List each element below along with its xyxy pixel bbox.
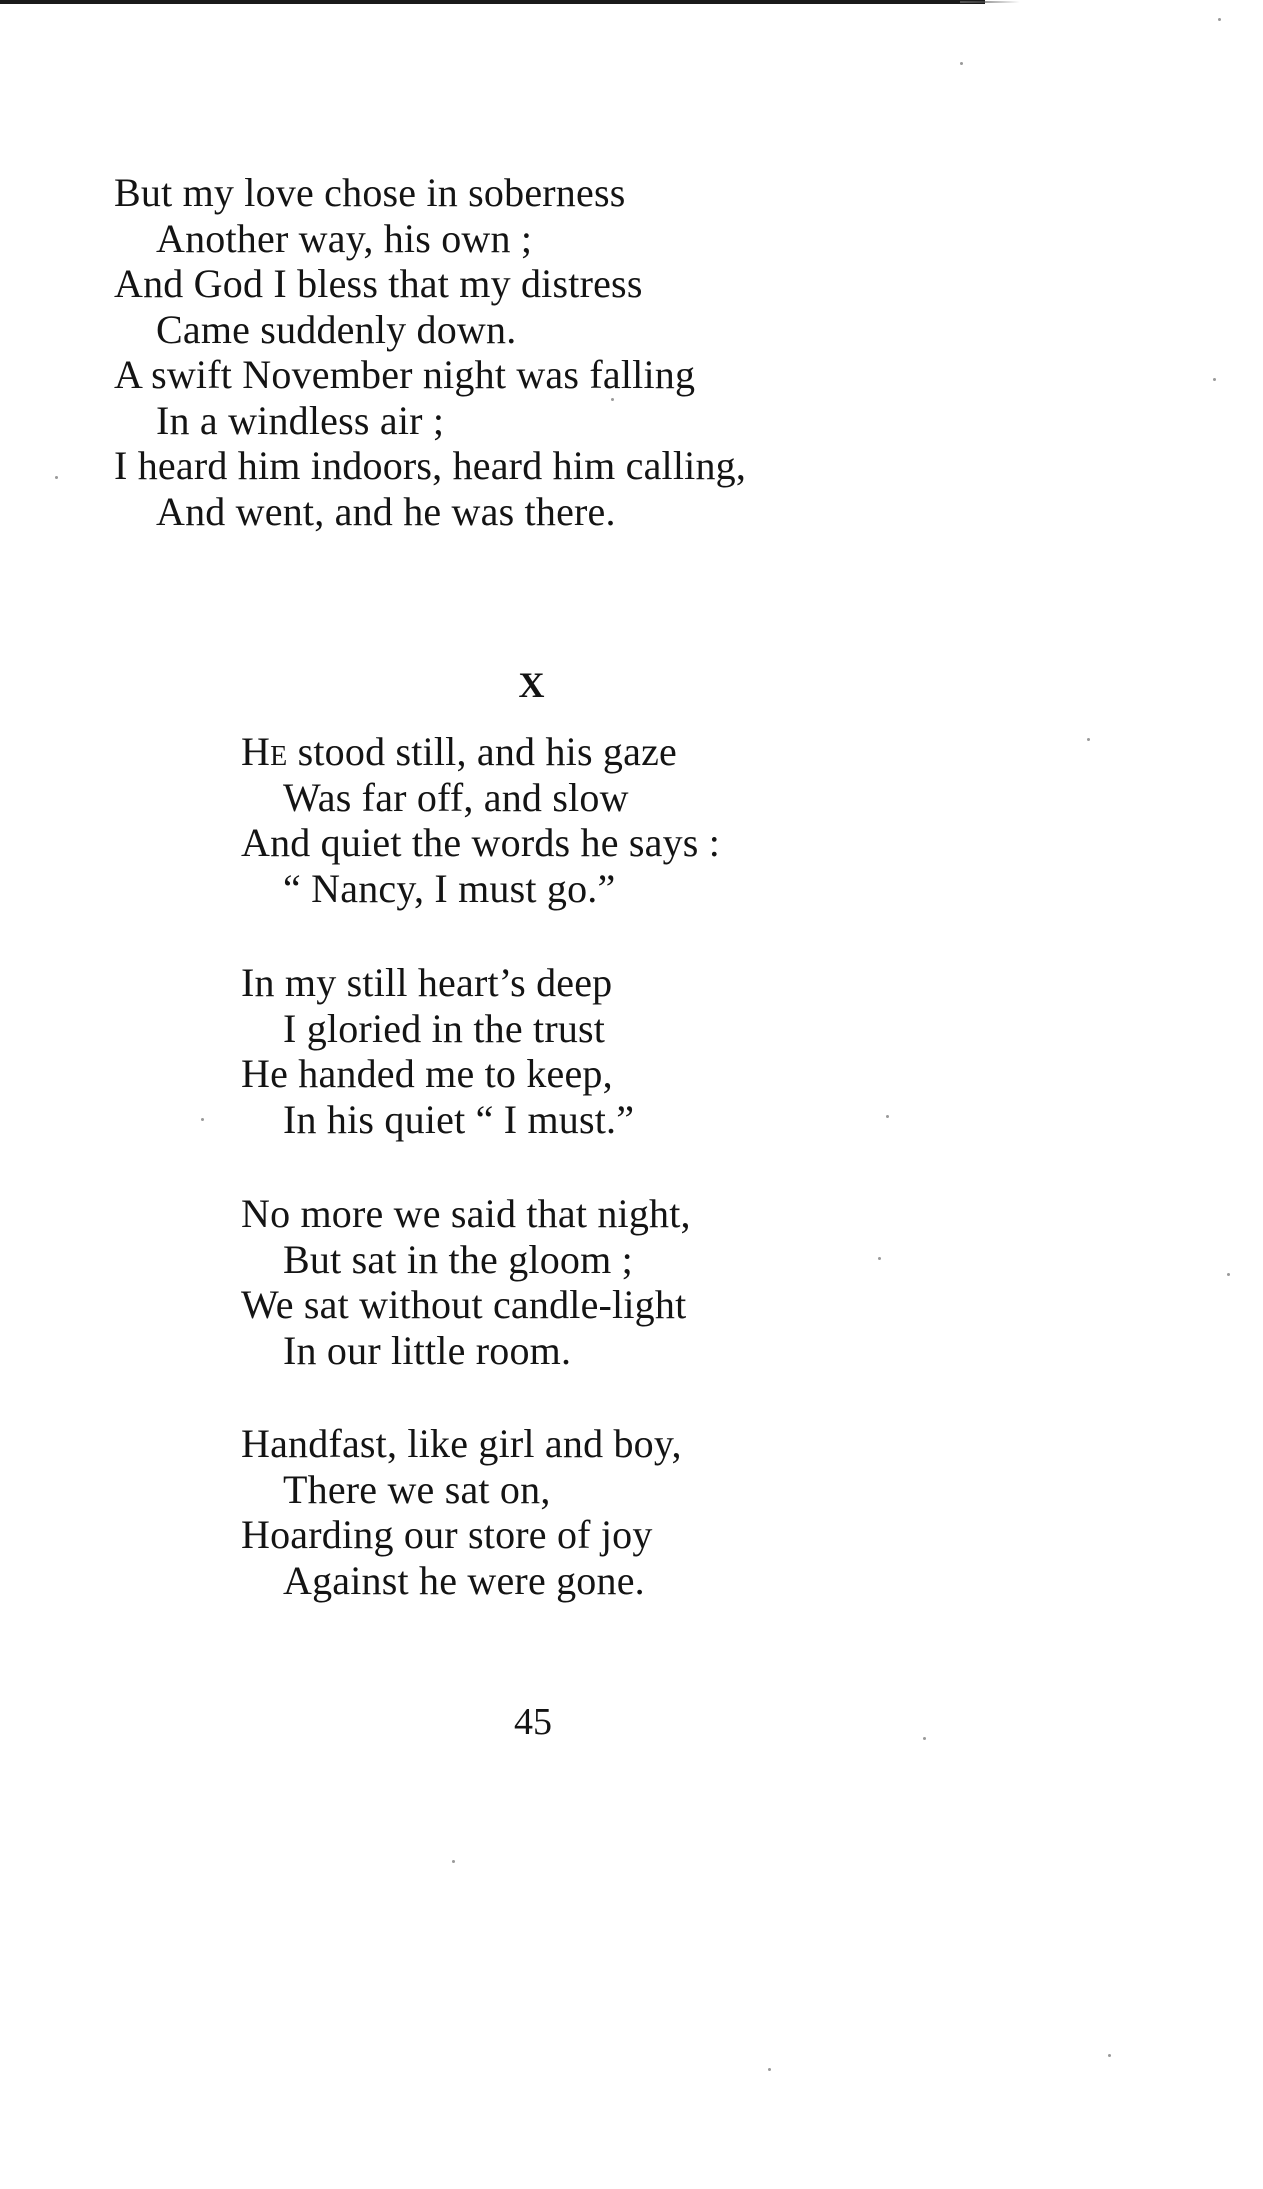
- paper-speck: [878, 1257, 881, 1260]
- poem-line: [241, 729, 720, 775]
- poem-line: And God I bless that my distress: [114, 261, 643, 306]
- paper-speck: [1087, 738, 1090, 741]
- poem-line: And quiet the words he says :: [241, 820, 721, 865]
- drop-word: He: [241, 729, 288, 774]
- paper-speck: [768, 2068, 771, 2071]
- poem-line: Handfast, like girl and boy,: [241, 1421, 682, 1466]
- paper-speck: [201, 1118, 204, 1121]
- poem-line: No more we said that night,: [241, 1191, 691, 1236]
- section-numeral: X: [518, 665, 545, 705]
- poem-continued-stanza: [114, 170, 746, 534]
- poem-line: Another way, his own ;: [156, 215, 533, 261]
- paper-speck: [1218, 18, 1221, 21]
- paper-speck: [1227, 1273, 1230, 1276]
- poem-line: I heard him indoors, heard him calling,: [114, 443, 747, 488]
- top-rule-fade: [960, 1, 1020, 3]
- poem-line: In our little room.: [283, 1327, 572, 1373]
- section-stanza-3: [241, 1191, 691, 1373]
- poem-line: There we sat on,: [283, 1466, 551, 1512]
- poem-line: And went, and he was there.: [156, 488, 616, 534]
- page-number: 45: [514, 1701, 552, 1743]
- paper-speck: [1108, 2054, 1111, 2057]
- poem-line: I gloried in the trust: [283, 1005, 606, 1051]
- section-stanza-4: [241, 1421, 682, 1603]
- poem-line: In his quiet “ I must.”: [283, 1096, 635, 1142]
- top-rule: [0, 0, 985, 4]
- poem-line-text: stood still, and his gaze: [297, 729, 677, 774]
- poem-line: In my still heart’s deep: [241, 960, 613, 1005]
- poem-line: He handed me to keep,: [241, 1051, 613, 1096]
- poem-line: Hoarding our store of joy: [241, 1512, 653, 1557]
- poem-line: Against he were gone.: [283, 1557, 645, 1603]
- paper-speck: [886, 1115, 889, 1118]
- section-stanza-2: [241, 960, 634, 1142]
- poem-line: “ Nancy, I must go.”: [283, 865, 616, 911]
- poem-line: Came suddenly down.: [156, 306, 517, 352]
- paper-speck: [452, 1860, 455, 1863]
- poem-line: In a windless air ;: [156, 397, 445, 443]
- poem-line: But my love chose in soberness: [114, 170, 626, 215]
- paper-speck: [1213, 378, 1216, 381]
- section-stanza-1: [241, 729, 720, 911]
- paper-speck: [55, 476, 58, 479]
- paper-speck: [960, 62, 963, 65]
- poem-line: We sat without candle-light: [241, 1282, 687, 1327]
- poem-line: Was far off, and slow: [283, 774, 629, 820]
- poem-line: But sat in the gloom ;: [283, 1236, 633, 1282]
- poem-line: A swift November night was falling: [114, 352, 696, 397]
